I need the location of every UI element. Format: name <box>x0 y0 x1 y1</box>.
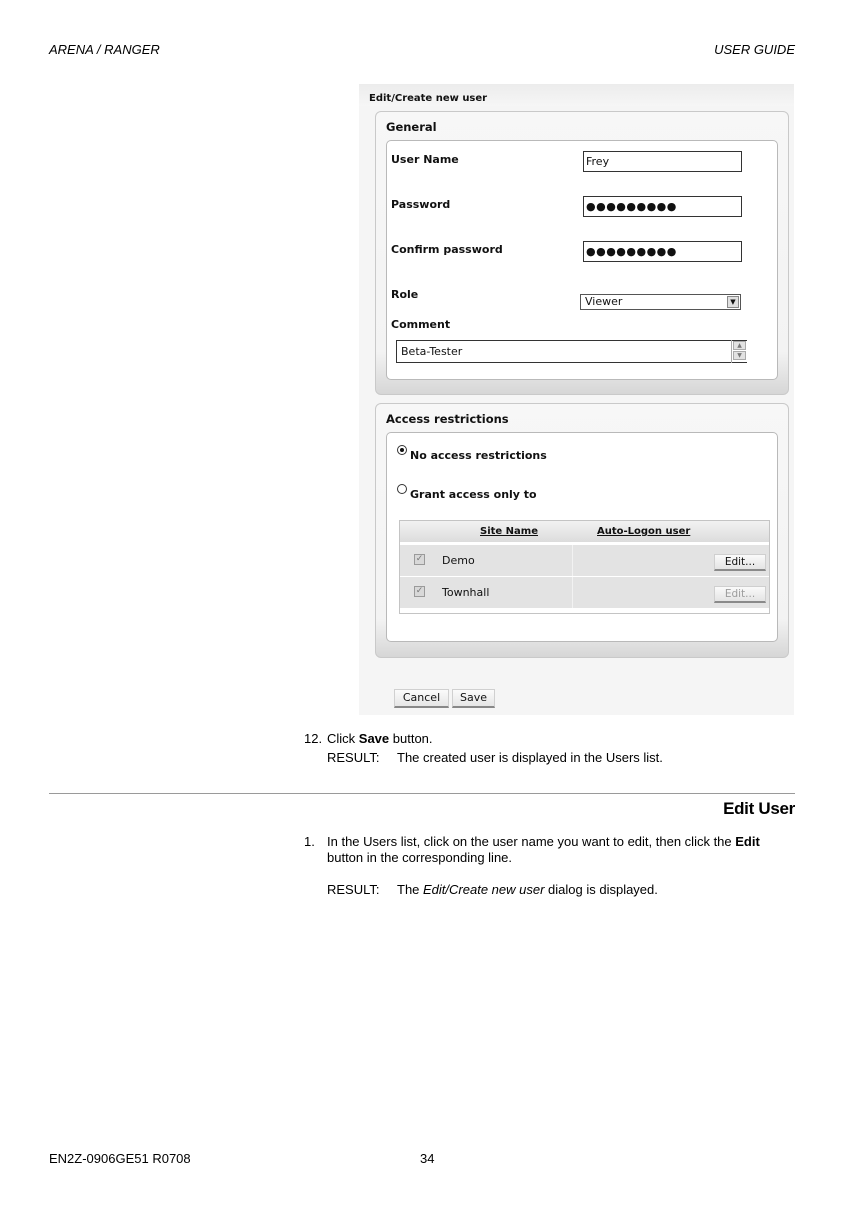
step-12-text: Click Save button. <box>327 731 433 746</box>
general-panel <box>375 111 789 395</box>
confirm-password-input[interactable]: ●●●●●●●●● <box>583 241 742 262</box>
step-12-number: 12. <box>304 731 323 746</box>
general-fields <box>386 140 778 380</box>
radio-no-restrictions-label: No access restrictions <box>410 449 547 462</box>
cancel-button[interactable]: Cancel <box>394 689 449 708</box>
site-name-cell: Demo <box>442 554 475 567</box>
radio-no-restrictions[interactable] <box>397 449 547 462</box>
site-checkbox[interactable]: ✓ <box>415 554 424 564</box>
access-restrictions-panel <box>375 403 789 658</box>
edit-site-button[interactable]: Edit... <box>714 586 766 603</box>
user-name-label: User Name <box>391 153 459 166</box>
password-input[interactable]: ●●●●●●●●● <box>583 196 742 217</box>
general-panel-title: General <box>386 120 437 134</box>
radio-selected-icon[interactable] <box>397 445 407 455</box>
table-row <box>400 577 769 609</box>
comment-input[interactable]: Beta-Tester <box>396 340 747 363</box>
scroll-down-icon[interactable]: ▼ <box>733 351 746 360</box>
scroll-up-icon[interactable]: ▲ <box>733 341 746 350</box>
step-1-result-label: RESULT: <box>327 882 380 897</box>
step-1-result-text: The Edit/Create new user dialog is displayed. <box>397 882 658 897</box>
password-label: Password <box>391 198 451 211</box>
comment-scrollbar[interactable] <box>731 340 747 363</box>
site-checkbox[interactable]: ✓ <box>415 586 424 596</box>
role-selected-value: Viewer <box>585 295 623 308</box>
dialog-title: Edit/Create new user <box>359 84 794 106</box>
radio-grant-access[interactable] <box>397 488 537 501</box>
confirm-password-label: Confirm password <box>391 243 503 256</box>
step-1-number: 1. <box>304 834 315 849</box>
site-table <box>399 520 770 614</box>
site-name-cell: Townhall <box>442 586 490 599</box>
access-options <box>386 432 778 642</box>
page-number: 34 <box>420 1151 435 1166</box>
section-divider <box>49 793 795 794</box>
chevron-down-icon[interactable]: ▼ <box>727 296 739 308</box>
step-1-text: In the Users list, click on the user name you want to edit, then click the Edit <box>327 834 760 849</box>
access-panel-title: Access restrictions <box>386 412 509 426</box>
table-row <box>400 545 769 577</box>
role-select[interactable] <box>580 294 741 310</box>
edit-user-dialog-screenshot <box>359 84 794 715</box>
radio-grant-access-label: Grant access only to <box>410 488 537 501</box>
column-site-name[interactable]: Site Name <box>480 526 538 537</box>
column-auto-logon-user[interactable]: Auto-Logon user <box>597 526 691 537</box>
edit-site-button[interactable]: Edit... <box>714 554 766 571</box>
header-doc-type: USER GUIDE <box>714 42 795 57</box>
radio-unselected-icon[interactable] <box>397 484 407 494</box>
step-12-result-label: RESULT: <box>327 750 380 765</box>
save-button[interactable]: Save <box>452 689 495 708</box>
user-name-input[interactable]: Frey <box>583 151 742 172</box>
footer-doc-id: EN2Z-0906GE51 R0708 <box>49 1151 191 1166</box>
comment-label: Comment <box>391 318 451 331</box>
site-table-header <box>400 521 769 542</box>
section-title: Edit User <box>723 799 795 818</box>
step-12-result-text: The created user is displayed in the Users list. <box>397 750 663 765</box>
header-product: ARENA / RANGER <box>49 42 160 57</box>
role-label: Role <box>391 288 419 301</box>
step-1-text-line2: button in the corresponding line. <box>327 850 513 865</box>
